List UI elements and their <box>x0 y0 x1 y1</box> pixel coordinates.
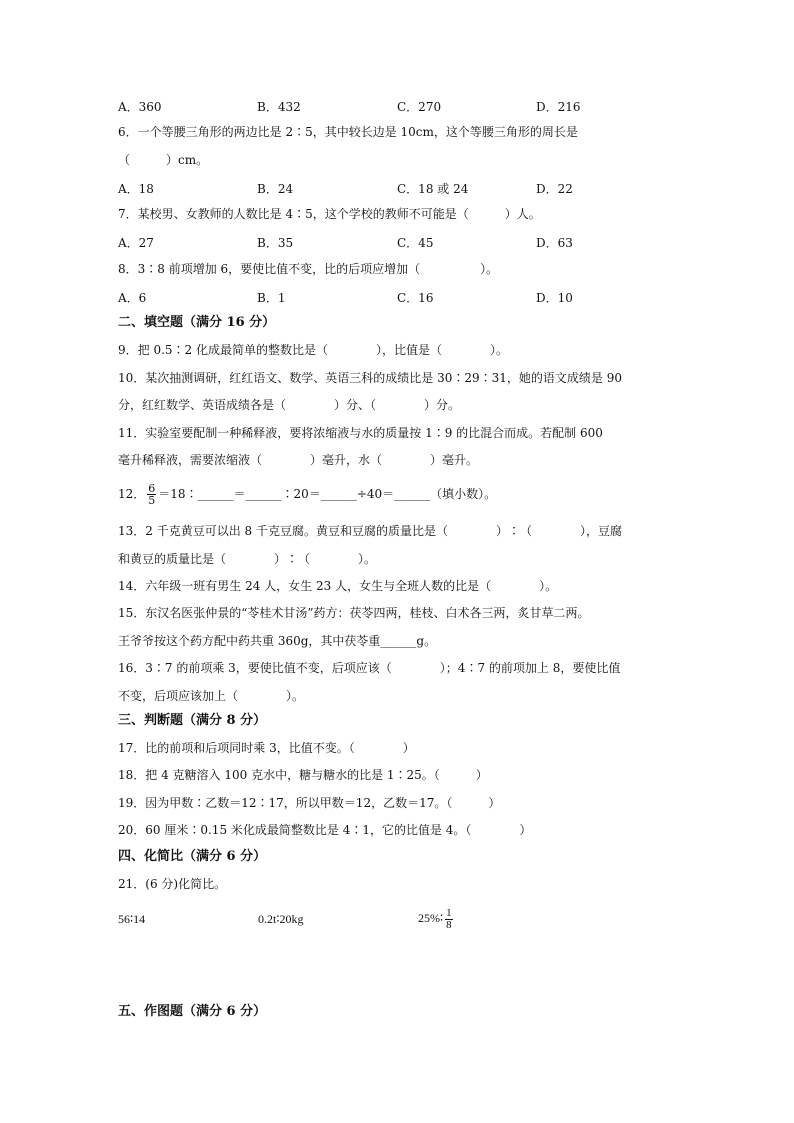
q16-line2: 不变，后项应该加上（ ）。 <box>118 689 305 703</box>
q7-option-b: B．35 <box>257 236 294 250</box>
q11-line2: 毫升稀释液，需要浓缩液（ ）毫升，水（ ）毫升。 <box>118 453 479 467</box>
q7-option-c: C．45 <box>397 236 434 250</box>
section-simplify-title: 四、化简比（满分 6 分） <box>118 849 267 864</box>
q21-item3-prefix: 25%∶ <box>418 911 444 925</box>
q21-item3-num: 1 <box>446 906 452 919</box>
q13-line1: 13．2 千克黄豆可以出 8 千克豆腐。黄豆和豆腐的质量比是（ ）∶（ ），豆腐 <box>118 524 622 538</box>
q12-frac-num: 6 <box>148 482 156 495</box>
q8-option-d: D．10 <box>536 291 573 305</box>
q20-text: 20．60 厘米∶0.15 米化成最简整数比是 4∶1，它的比值是 4。（ ） <box>118 823 532 837</box>
q12-frac-den: 5 <box>148 494 156 507</box>
q5-option-c: C．270 <box>397 100 442 114</box>
q13-line2: 和黄豆的质量比是（ ）∶（ ）。 <box>118 552 377 566</box>
q5-option-d: D．216 <box>536 100 581 114</box>
q8-option-b: B．1 <box>257 291 286 305</box>
q9-text: 9．把 0.5∶2 化成最简单的整数比是（ ），比值是（ ）。 <box>118 343 508 357</box>
q12-fraction <box>147 483 156 506</box>
q7-text: 7．某校男、女教师的人数比是 4∶5，这个学校的教师不可能是（ ）人。 <box>118 207 541 221</box>
q6-options <box>118 180 678 196</box>
q6-line2: （ ）cm。 <box>118 153 209 167</box>
q8-option-c: C．16 <box>397 291 434 305</box>
q7-option-d: D．63 <box>536 236 573 250</box>
q16-line1: 16．3∶7 的前项乘 3，要使比值不变，后项应该（ ）；4∶7 的前项加上 8，要使比值 <box>118 661 621 675</box>
q12-line <box>118 482 496 506</box>
q15-line2: 王爷爷按这个药方配中药共重 360g，其中茯苓重______g。 <box>118 634 437 648</box>
q5-options <box>118 98 678 114</box>
q21-item2: 0.2t∶20kg <box>258 912 304 926</box>
q11-line1: 11．实验室要配制一种稀释液，要将浓缩液与水的质量按 1∶9 的比混合而成。若配制 600 <box>118 426 603 440</box>
q6-option-c: C．18 或 24 <box>397 182 469 196</box>
q7-options <box>118 234 678 250</box>
q14-text: 14．六年级一班有男生 24 人，女生 23 人，女生与全班人数的比是（ ）。 <box>118 579 558 593</box>
q5-option-a: A．360 <box>118 100 162 114</box>
q6-option-d: D．22 <box>536 182 573 196</box>
q19-text: 19．因为甲数∶乙数＝12∶17，所以甲数＝12，乙数＝17。（ ） <box>118 796 501 810</box>
q21-item1: 56∶14 <box>118 912 146 926</box>
section-fill-blank-title: 二、填空题（满分 16 分） <box>118 315 276 330</box>
q6-option-b: B．24 <box>257 182 294 196</box>
section-judge-title: 三、判断题（满分 8 分） <box>118 713 267 728</box>
q18-text: 18．把 4 克糖溶入 100 克水中，糖与糖水的比是 1∶25。（ ） <box>118 768 488 782</box>
q7-option-a: A．27 <box>118 236 154 250</box>
q8-options <box>118 289 678 305</box>
q12-prefix: 12． <box>118 487 146 501</box>
q6-option-a: A．18 <box>118 182 154 196</box>
q6-line1: 6．一个等腰三角形的两边比是 2∶5，其中较长边是 10cm，这个等腰三角形的周长是 <box>118 125 578 139</box>
q8-text: 8．3∶8 前项增加 6，要使比值不变，比的后项应增加（ ）。 <box>118 262 499 276</box>
q12-suffix: ＝18∶______＝______∶20＝______÷40＝______（填小数）。 <box>158 487 497 501</box>
q21-item3-fraction <box>445 908 453 931</box>
q15-line1: 15．东汉名医张仲景的“苓桂术甘汤”药方：茯苓四两，桂枝、白术各三两，炙甘草二两。 <box>118 606 590 620</box>
q5-option-b: B．432 <box>257 100 301 114</box>
q21-text: 21．(6 分)化简比。 <box>118 877 227 891</box>
section-drawing-title: 五、作图题（满分 6 分） <box>118 1004 267 1019</box>
q17-text: 17．比的前项和后项同时乘 3，比值不变。（ ） <box>118 741 415 755</box>
q10-line1: 10．某次抽测调研，红红语文、数学、英语三科的成绩比是 30∶29∶31，她的语文成绩是 90 <box>118 371 622 385</box>
q21-item3-den: 8 <box>446 918 452 931</box>
q21-item3 <box>418 904 455 932</box>
q10-line2: 分，红红数学、英语成绩各是（ ）分、（ ）分。 <box>118 398 461 412</box>
q8-option-a: A．6 <box>118 291 147 305</box>
